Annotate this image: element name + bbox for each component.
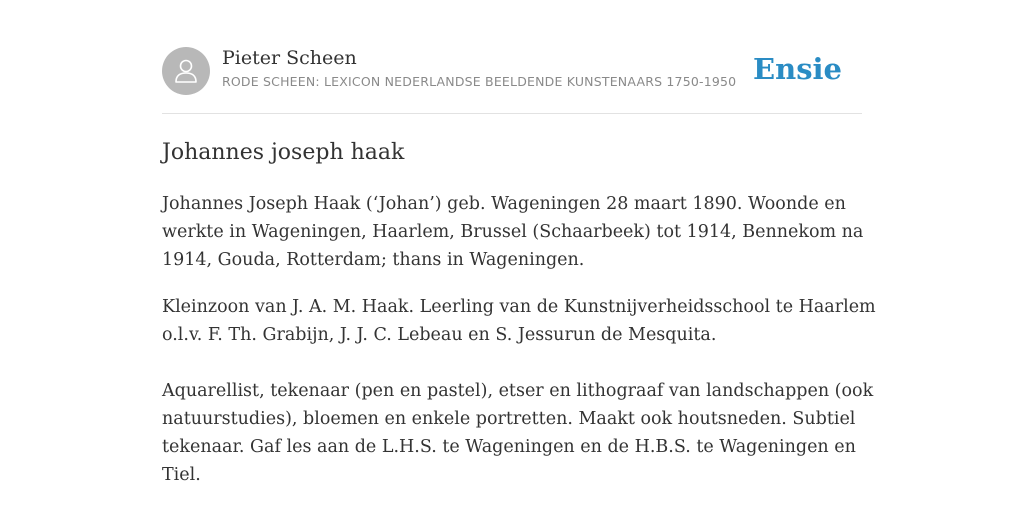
header [162,46,862,96]
ensie-logo[interactable]: Ensie [753,52,842,86]
paragraph-line: 1914, Gouda, Rotterdam; thans in Wageningen. [162,250,585,270]
paragraph-line: natuurstudies), bloemen en enkele portretten. Maakt ook houtsneden. Subtiel [162,409,856,429]
source-label: RODE SCHEEN: LEXICON NEDERLANDSE BEELDENDE KUNSTENAARS 1750-1950 [222,74,737,89]
paragraph-line: Kleinzoon van J. A. M. Haak. Leerling van de Kunstnijverheidsschool te Haarlem [162,297,876,317]
paragraph-line: Tiel. [162,465,201,485]
paragraph-line: o.l.v. F. Th. Grabijn, J. J. C. Lebeau en S. Jessurun de Mesquita. [162,325,717,345]
user-icon [171,56,201,86]
article-title: Johannes joseph haak [162,140,405,165]
paragraph-3 [162,377,874,489]
paragraph-line: Aquarellist, tekenaar (pen en pastel), etser en lithograaf van landschappen (ook [162,381,874,401]
avatar[interactable] [162,47,210,95]
paragraph-line: tekenaar. Gaf les aan de L.H.S. te Wageningen en de H.B.S. te Wageningen en [162,437,856,457]
paragraph-2 [162,293,876,349]
author-name[interactable]: Pieter Scheen [222,47,357,69]
paragraph-1 [162,190,862,274]
divider [162,113,862,114]
paragraph-line: werkte in Wageningen, Haarlem, Brussel (Schaarbeek) tot 1914, Bennekom na [162,222,864,242]
paragraph-line: Johannes Joseph Haak (‘Johan’) geb. Wageningen 28 maart 1890. Woonde en [162,194,846,214]
